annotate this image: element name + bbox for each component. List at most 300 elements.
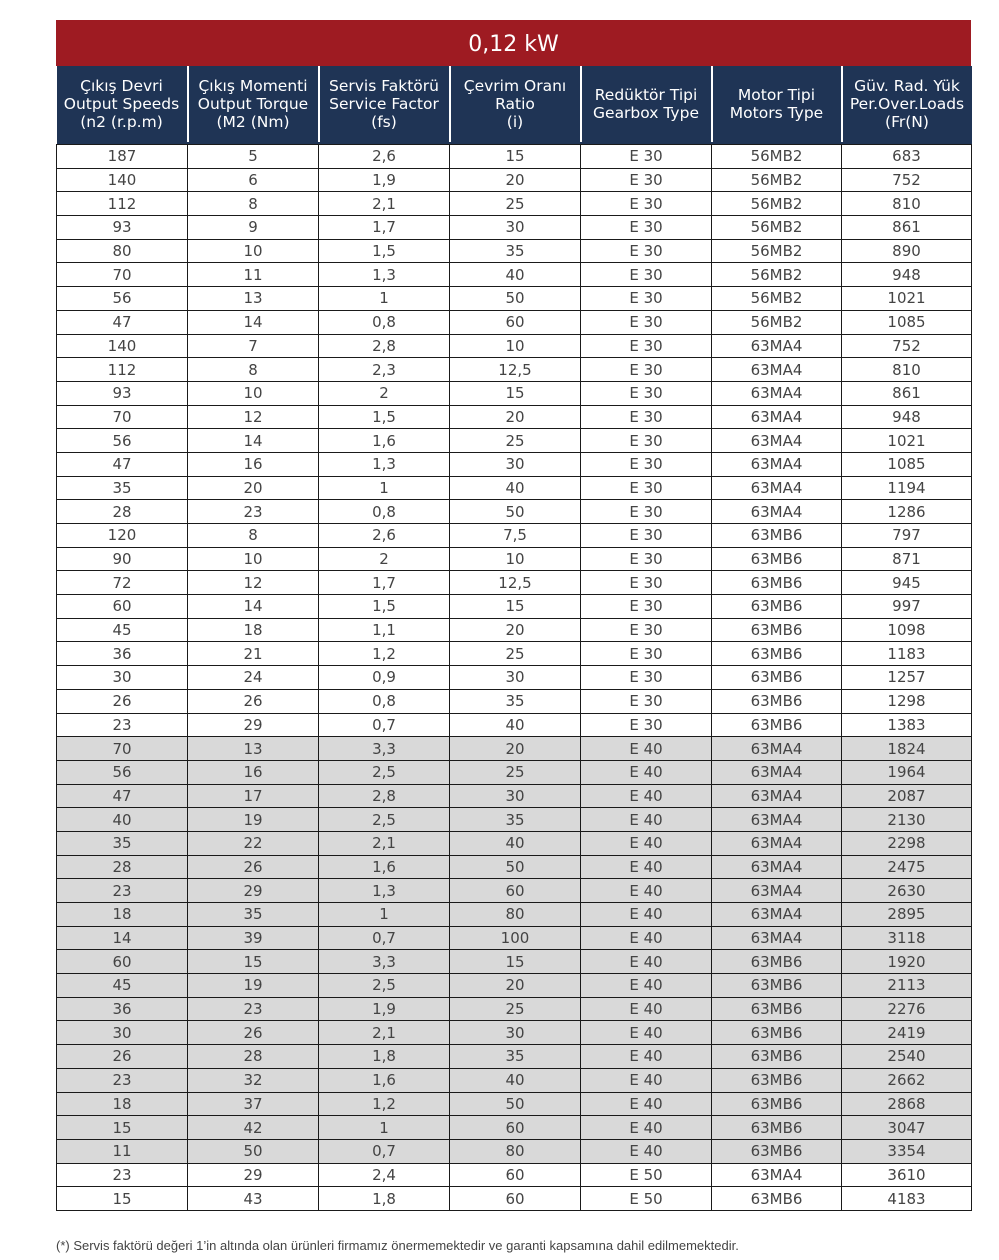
table-cell: 15 xyxy=(450,950,581,974)
table-cell: 15 xyxy=(188,950,319,974)
table-cell: 810 xyxy=(842,358,972,382)
table-cell: 22 xyxy=(188,831,319,855)
table-row xyxy=(57,168,972,192)
table-cell: 18 xyxy=(57,1092,188,1116)
table-cell: E 30 xyxy=(581,618,712,642)
table-cell: 752 xyxy=(842,334,972,358)
table-cell: 63MB6 xyxy=(712,666,842,690)
table-cell: 63MB6 xyxy=(712,618,842,642)
table-cell: 0,9 xyxy=(319,666,450,690)
table-cell: 80 xyxy=(450,903,581,927)
table-cell: 2868 xyxy=(842,1092,972,1116)
table-cell: E 30 xyxy=(581,334,712,358)
table-cell: E 40 xyxy=(581,1068,712,1092)
table-cell: E 40 xyxy=(581,760,712,784)
table-row xyxy=(57,334,972,358)
column-header xyxy=(319,66,450,142)
table-cell: 2 xyxy=(319,547,450,571)
table-cell: 63MB6 xyxy=(712,713,842,737)
table-cell: 1286 xyxy=(842,500,972,524)
table-row xyxy=(57,1092,972,1116)
table-row xyxy=(57,760,972,784)
table-cell: E 30 xyxy=(581,500,712,524)
table-cell: 2298 xyxy=(842,831,972,855)
table-cell: E 40 xyxy=(581,1139,712,1163)
table-cell: E 40 xyxy=(581,879,712,903)
table-cell: 948 xyxy=(842,405,972,429)
table-row xyxy=(57,784,972,808)
table-cell: E 40 xyxy=(581,831,712,855)
table-cell: E 30 xyxy=(581,358,712,382)
table-cell: 1085 xyxy=(842,310,972,334)
table-cell: 60 xyxy=(450,1116,581,1140)
column-header xyxy=(842,66,972,142)
table-cell: 63MB6 xyxy=(712,595,842,619)
table-cell: 56MB2 xyxy=(712,310,842,334)
table-cell: 63MB6 xyxy=(712,642,842,666)
table-cell: 63MB6 xyxy=(712,997,842,1021)
table-row xyxy=(57,1021,972,1045)
table-cell: 32 xyxy=(188,1068,319,1092)
table-cell: 1,6 xyxy=(319,855,450,879)
table-cell: 26 xyxy=(188,855,319,879)
table-cell: 35 xyxy=(450,689,581,713)
table-cell: 35 xyxy=(188,903,319,927)
column-header-line: (i) xyxy=(506,113,524,131)
table-cell: 63MB6 xyxy=(712,950,842,974)
table-cell: 3,3 xyxy=(319,737,450,761)
table-cell: 63MA4 xyxy=(712,903,842,927)
table-cell: 70 xyxy=(57,405,188,429)
table-cell: E 40 xyxy=(581,974,712,998)
table-cell: 7 xyxy=(188,334,319,358)
table-row xyxy=(57,997,972,1021)
table-cell: 15 xyxy=(57,1187,188,1211)
table-cell: 16 xyxy=(188,760,319,784)
table-cell: 3354 xyxy=(842,1139,972,1163)
table-cell: 63MA4 xyxy=(712,452,842,476)
column-header-line: Motor Tipi xyxy=(737,86,816,104)
table-cell: 1098 xyxy=(842,618,972,642)
table-cell: 28 xyxy=(188,1045,319,1069)
table-cell: 1,5 xyxy=(319,595,450,619)
column-header-line: Çevrim Oranı xyxy=(463,77,567,95)
table-cell: 56 xyxy=(57,429,188,453)
table-cell: 63MB6 xyxy=(712,524,842,548)
table-cell: 2,4 xyxy=(319,1163,450,1187)
table-cell: 24 xyxy=(188,666,319,690)
header-row xyxy=(57,66,972,142)
table-cell: 40 xyxy=(450,713,581,737)
table-cell: 63MB6 xyxy=(712,1045,842,1069)
table-cell: 56MB2 xyxy=(712,216,842,240)
table-cell: 1 xyxy=(319,1116,450,1140)
table-cell: 23 xyxy=(57,713,188,737)
table-cell: E 30 xyxy=(581,713,712,737)
table-cell: 60 xyxy=(450,1187,581,1211)
table-cell: 63MB6 xyxy=(712,974,842,998)
table-cell: E 30 xyxy=(581,239,712,263)
table-cell: 1183 xyxy=(842,642,972,666)
table-cell: 11 xyxy=(188,263,319,287)
table-cell: 14 xyxy=(188,429,319,453)
table-cell: 35 xyxy=(57,831,188,855)
table-cell: 47 xyxy=(57,784,188,808)
table-cell: E 30 xyxy=(581,310,712,334)
table-cell: 40 xyxy=(450,831,581,855)
table-cell: 35 xyxy=(57,476,188,500)
column-header xyxy=(188,66,319,142)
table-cell: 25 xyxy=(450,997,581,1021)
table-cell: 28 xyxy=(57,855,188,879)
table-cell: 60 xyxy=(450,879,581,903)
table-cell: E 40 xyxy=(581,1021,712,1045)
table-cell: E 50 xyxy=(581,1187,712,1211)
table-cell: 1 xyxy=(319,476,450,500)
table-cell: E 40 xyxy=(581,1116,712,1140)
table-row xyxy=(57,524,972,548)
table-cell: 20 xyxy=(450,168,581,192)
column-header-line: Output Torque xyxy=(197,95,309,113)
table-cell: 810 xyxy=(842,192,972,216)
table-row xyxy=(57,571,972,595)
table-cell: 752 xyxy=(842,168,972,192)
table-row xyxy=(57,263,972,287)
table-cell: 2130 xyxy=(842,808,972,832)
table-cell: 47 xyxy=(57,310,188,334)
table-cell: 5 xyxy=(188,145,319,169)
table-cell: E 30 xyxy=(581,381,712,405)
column-header xyxy=(57,66,188,142)
table-cell: 0,7 xyxy=(319,926,450,950)
table-cell: 187 xyxy=(57,145,188,169)
table-cell: 63MB6 xyxy=(712,571,842,595)
table-cell: 11 xyxy=(57,1139,188,1163)
table-cell: 2,5 xyxy=(319,974,450,998)
table-cell: 2540 xyxy=(842,1045,972,1069)
table-row xyxy=(57,381,972,405)
table-cell: E 40 xyxy=(581,737,712,761)
table-row xyxy=(57,950,972,974)
table-cell: 19 xyxy=(188,808,319,832)
table-cell: 30 xyxy=(57,666,188,690)
table-cell: 30 xyxy=(450,452,581,476)
table-cell: 14 xyxy=(188,310,319,334)
table-cell: E 30 xyxy=(581,595,712,619)
table-cell: 2895 xyxy=(842,903,972,927)
table-row xyxy=(57,1068,972,1092)
table-cell: 63MB6 xyxy=(712,1187,842,1211)
table-cell: 2,1 xyxy=(319,192,450,216)
table-cell: E 30 xyxy=(581,263,712,287)
table-cell: E 30 xyxy=(581,476,712,500)
table-row xyxy=(57,926,972,950)
table-cell: 26 xyxy=(188,1021,319,1045)
table-cell: 1,7 xyxy=(319,216,450,240)
table-row xyxy=(57,689,972,713)
table-cell: E 40 xyxy=(581,1092,712,1116)
table-cell: 3610 xyxy=(842,1163,972,1187)
table-cell: 1,8 xyxy=(319,1045,450,1069)
table-cell: 29 xyxy=(188,713,319,737)
table-cell: 56MB2 xyxy=(712,239,842,263)
table-row xyxy=(57,145,972,169)
table-cell: 19 xyxy=(188,974,319,998)
table-cell: 0,7 xyxy=(319,1139,450,1163)
column-header xyxy=(712,66,842,142)
table-row xyxy=(57,1163,972,1187)
table-cell: 1,5 xyxy=(319,405,450,429)
table-cell: 63MA4 xyxy=(712,879,842,903)
table-cell: 2630 xyxy=(842,879,972,903)
table-row xyxy=(57,476,972,500)
table-cell: 25 xyxy=(450,760,581,784)
table-cell: 15 xyxy=(450,381,581,405)
table-cell: 56MB2 xyxy=(712,145,842,169)
table-cell: 8 xyxy=(188,524,319,548)
table-cell: 7,5 xyxy=(450,524,581,548)
table-cell: 30 xyxy=(450,216,581,240)
table-cell: 63MA4 xyxy=(712,831,842,855)
table-cell: 45 xyxy=(57,618,188,642)
table-cell: 50 xyxy=(450,855,581,879)
table-cell: 28 xyxy=(57,500,188,524)
table-cell: 23 xyxy=(57,879,188,903)
table-row xyxy=(57,192,972,216)
table-cell: 10 xyxy=(188,381,319,405)
footnote: (*) Servis faktörü değeri 1’in altında olan ürünleri firmamız önermemektedir ve garanti kapsamına dahil edilmemektedir. xyxy=(56,1238,739,1253)
table-cell: E 30 xyxy=(581,168,712,192)
table-cell: E 40 xyxy=(581,997,712,1021)
table-cell: 37 xyxy=(188,1092,319,1116)
table-cell: 15 xyxy=(450,145,581,169)
table-cell: 30 xyxy=(450,666,581,690)
table-cell: 63MA4 xyxy=(712,334,842,358)
table-cell: 1 xyxy=(319,903,450,927)
table-cell: 945 xyxy=(842,571,972,595)
column-header-line: Redüktör Tipi xyxy=(594,86,698,104)
table-row xyxy=(57,808,972,832)
table-cell: 12,5 xyxy=(450,358,581,382)
column-header-line: Motors Type xyxy=(729,104,824,122)
table-cell: 70 xyxy=(57,737,188,761)
table-row xyxy=(57,737,972,761)
table-cell: 4183 xyxy=(842,1187,972,1211)
table-cell: 2,6 xyxy=(319,145,450,169)
table-cell: 36 xyxy=(57,997,188,1021)
table-cell: 63MB6 xyxy=(712,1068,842,1092)
table-cell: 18 xyxy=(188,618,319,642)
table-cell: E 40 xyxy=(581,808,712,832)
table-cell: 2,3 xyxy=(319,358,450,382)
table-cell: 63MA4 xyxy=(712,500,842,524)
table-cell: 10 xyxy=(450,547,581,571)
table-cell: 14 xyxy=(188,595,319,619)
table-cell: 1964 xyxy=(842,760,972,784)
table-cell: 50 xyxy=(450,1092,581,1116)
table-cell: 40 xyxy=(450,476,581,500)
table-cell: 1383 xyxy=(842,713,972,737)
table-row xyxy=(57,618,972,642)
table-cell: 0,8 xyxy=(319,689,450,713)
table-cell: 997 xyxy=(842,595,972,619)
table-cell: 112 xyxy=(57,358,188,382)
table-cell: 50 xyxy=(450,500,581,524)
table-cell: 56MB2 xyxy=(712,287,842,311)
table-cell: 63MB6 xyxy=(712,1116,842,1140)
column-header-line: Güv. Rad. Yük xyxy=(854,77,960,95)
table-cell: 2,8 xyxy=(319,334,450,358)
table-cell: 3118 xyxy=(842,926,972,950)
table-cell: 56MB2 xyxy=(712,263,842,287)
column-header-line: Service Factor xyxy=(329,95,439,113)
table-cell: 23 xyxy=(188,997,319,1021)
table-cell: 56 xyxy=(57,760,188,784)
table-cell: 45 xyxy=(57,974,188,998)
table-cell: 56 xyxy=(57,287,188,311)
column-header-line: Çıkış Devri xyxy=(80,77,163,95)
table-cell: 8 xyxy=(188,358,319,382)
table-cell: 112 xyxy=(57,192,188,216)
table-cell: 18 xyxy=(57,903,188,927)
table-cell: 26 xyxy=(188,689,319,713)
table-cell: 56MB2 xyxy=(712,192,842,216)
table-row xyxy=(57,547,972,571)
column-header xyxy=(450,66,581,142)
table-cell: 2475 xyxy=(842,855,972,879)
table-cell: E 30 xyxy=(581,145,712,169)
table-row xyxy=(57,239,972,263)
table-cell: 1298 xyxy=(842,689,972,713)
column-header-line: (fs) xyxy=(371,113,397,131)
table-row xyxy=(57,1187,972,1211)
table-cell: 63MB6 xyxy=(712,1092,842,1116)
table-cell: 1,6 xyxy=(319,429,450,453)
table-cell: 35 xyxy=(450,808,581,832)
table-cell: 12 xyxy=(188,405,319,429)
table-cell: 60 xyxy=(450,310,581,334)
table-cell: 1,5 xyxy=(319,239,450,263)
table-cell: 1,3 xyxy=(319,452,450,476)
table-row xyxy=(57,903,972,927)
column-header-line: Çıkış Momenti xyxy=(198,77,308,95)
table-cell: 35 xyxy=(450,239,581,263)
table-cell: E 40 xyxy=(581,784,712,808)
table-row xyxy=(57,974,972,998)
table-cell: 20 xyxy=(450,974,581,998)
column-header-line: Gearbox Type xyxy=(593,104,699,122)
table-row xyxy=(57,1139,972,1163)
table-row xyxy=(57,216,972,240)
table-cell: 13 xyxy=(188,737,319,761)
table-cell: 1,8 xyxy=(319,1187,450,1211)
table-cell: 63MA4 xyxy=(712,760,842,784)
table-cell: 21 xyxy=(188,642,319,666)
table-cell: 1085 xyxy=(842,452,972,476)
table-row xyxy=(57,358,972,382)
table-cell: 14 xyxy=(57,926,188,950)
table-cell: 1,6 xyxy=(319,1068,450,1092)
table-cell: 0,8 xyxy=(319,310,450,334)
table-cell: 1257 xyxy=(842,666,972,690)
table-cell: 63MB6 xyxy=(712,1139,842,1163)
table-cell: 40 xyxy=(450,263,581,287)
table-row xyxy=(57,405,972,429)
table-cell: E 40 xyxy=(581,855,712,879)
table-cell: E 30 xyxy=(581,405,712,429)
table-cell: E 50 xyxy=(581,1163,712,1187)
table-cell: 2419 xyxy=(842,1021,972,1045)
table-cell: 16 xyxy=(188,452,319,476)
table-cell: E 40 xyxy=(581,950,712,974)
table-cell: 50 xyxy=(188,1139,319,1163)
table-cell: 2113 xyxy=(842,974,972,998)
table-cell: 12,5 xyxy=(450,571,581,595)
table-row xyxy=(57,595,972,619)
table-cell: 1,3 xyxy=(319,879,450,903)
spec-sheet xyxy=(56,20,971,1211)
table-cell: 15 xyxy=(450,595,581,619)
table-row xyxy=(57,666,972,690)
table-cell: E 30 xyxy=(581,452,712,476)
table-cell: 20 xyxy=(450,737,581,761)
table-cell: 2 xyxy=(319,381,450,405)
table-cell: 20 xyxy=(450,618,581,642)
table-cell: 60 xyxy=(57,950,188,974)
table-cell: 90 xyxy=(57,547,188,571)
table-cell: 63MA4 xyxy=(712,1163,842,1187)
table-cell: 2276 xyxy=(842,997,972,1021)
table-cell: E 40 xyxy=(581,926,712,950)
column-header-line: Per.Over.Loads xyxy=(849,95,965,113)
table-cell: 35 xyxy=(450,1045,581,1069)
table-cell: 2,1 xyxy=(319,831,450,855)
table-cell: 60 xyxy=(57,595,188,619)
table-cell: 10 xyxy=(188,547,319,571)
table-row xyxy=(57,855,972,879)
table-cell: 63MB6 xyxy=(712,547,842,571)
table-cell: 1194 xyxy=(842,476,972,500)
table-cell: 63MA4 xyxy=(712,381,842,405)
table-cell: 1,2 xyxy=(319,1092,450,1116)
table-body xyxy=(57,145,972,1211)
table-row xyxy=(57,642,972,666)
column-header-line: (M2 (Nm) xyxy=(216,113,290,131)
table-cell: 50 xyxy=(450,287,581,311)
table-cell: 3047 xyxy=(842,1116,972,1140)
table-cell: 10 xyxy=(188,239,319,263)
table-cell: 36 xyxy=(57,642,188,666)
table-cell: 2,6 xyxy=(319,524,450,548)
table-cell: 1,7 xyxy=(319,571,450,595)
table-cell: 93 xyxy=(57,216,188,240)
table-cell: 72 xyxy=(57,571,188,595)
table-cell: 93 xyxy=(57,381,188,405)
table-cell: 1824 xyxy=(842,737,972,761)
table-row xyxy=(57,1045,972,1069)
table-cell: 1 xyxy=(319,287,450,311)
table-cell: 8 xyxy=(188,192,319,216)
table-cell: 56MB2 xyxy=(712,168,842,192)
table-cell: 861 xyxy=(842,381,972,405)
table-row xyxy=(57,429,972,453)
table-cell: 63MA4 xyxy=(712,926,842,950)
table-row xyxy=(57,500,972,524)
table-cell: 63MB6 xyxy=(712,689,842,713)
table-cell: 63MA4 xyxy=(712,737,842,761)
table-cell: 63MA4 xyxy=(712,358,842,382)
table-cell: 29 xyxy=(188,1163,319,1187)
